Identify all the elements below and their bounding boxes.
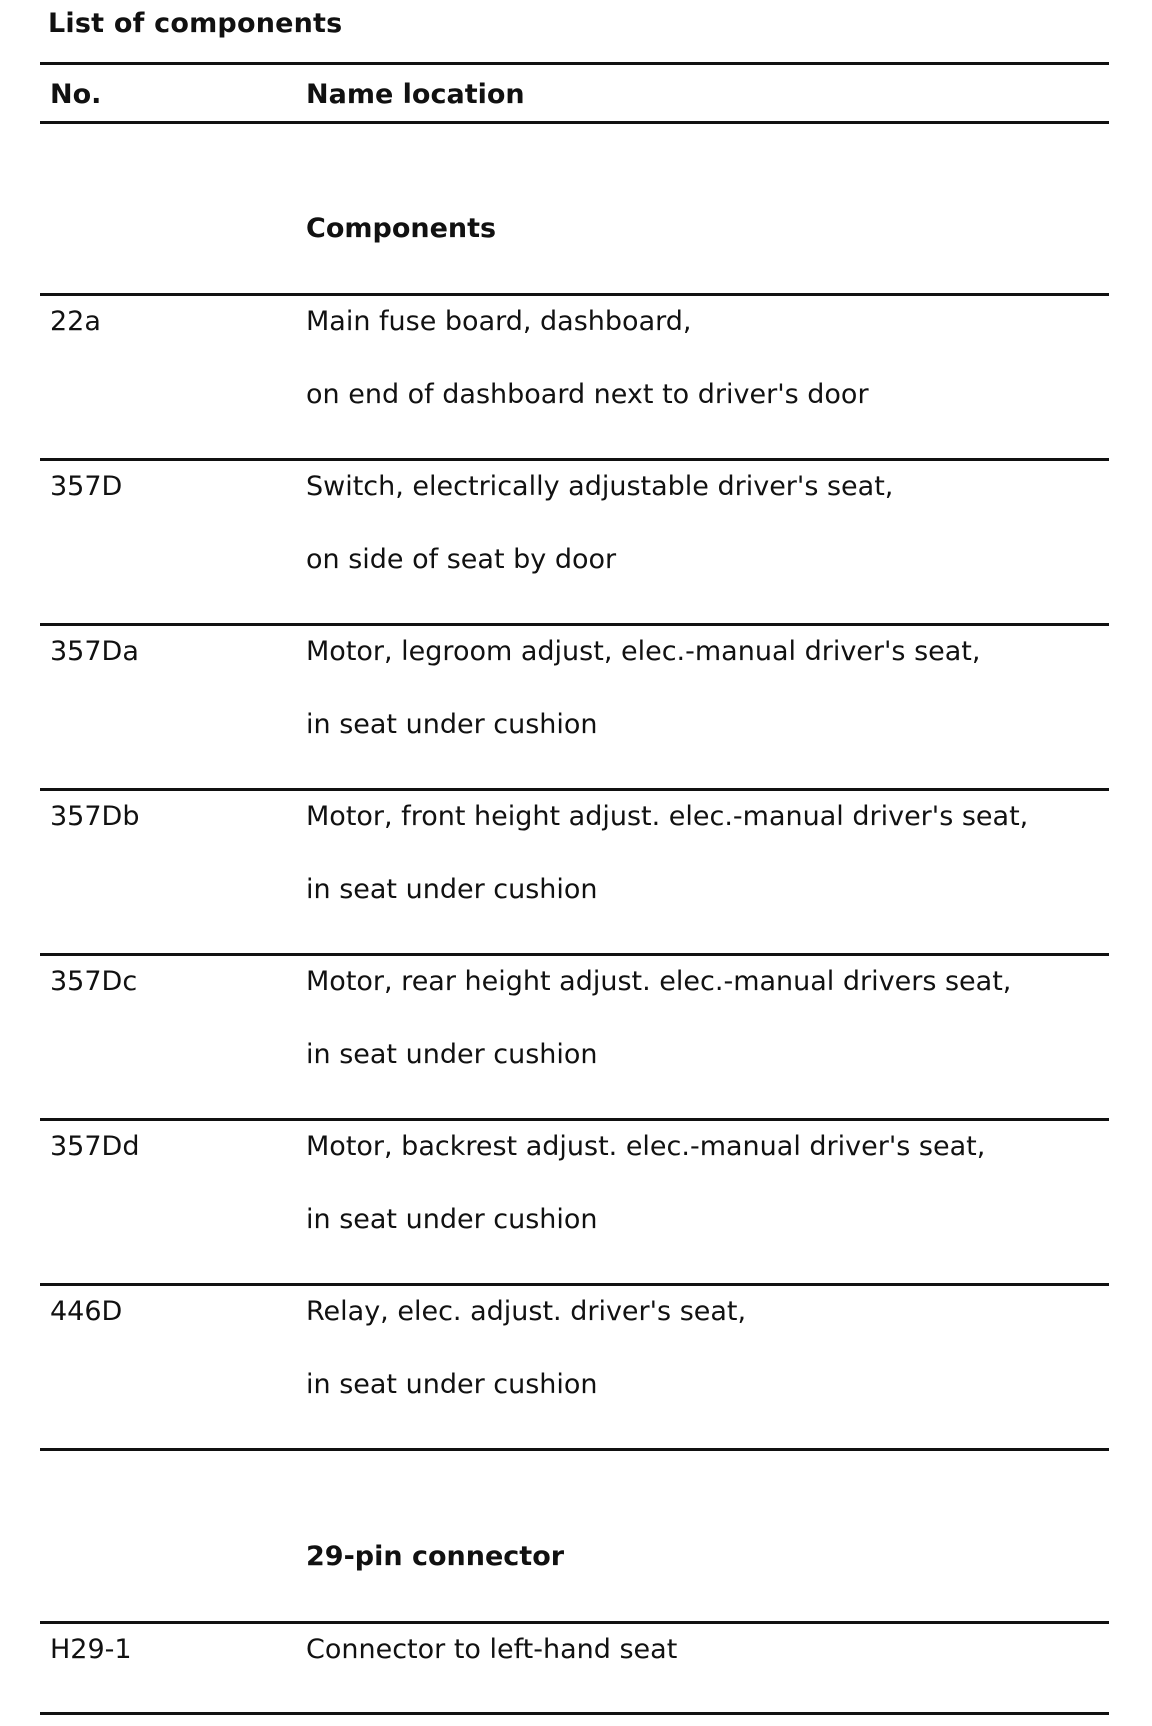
component-location: in seat under cushion xyxy=(306,1039,598,1070)
row-rule xyxy=(40,788,1109,791)
connector-name: Connector to left-hand seat xyxy=(306,1634,678,1665)
section-rule xyxy=(40,293,1109,296)
component-name: Switch, electrically adjustable driver's seat, xyxy=(306,471,894,502)
row-rule xyxy=(40,1283,1109,1286)
component-number: 357Db xyxy=(50,801,140,832)
row-rule xyxy=(40,623,1109,626)
header-rule xyxy=(40,121,1109,124)
connector-number: H29-1 xyxy=(50,1634,132,1665)
row-rule xyxy=(40,953,1109,956)
component-name: Motor, front height adjust. elec.-manual driver's seat, xyxy=(306,801,1029,832)
column-header-no: No. xyxy=(50,79,102,110)
component-name: Motor, backrest adjust. elec.-manual driver's seat, xyxy=(306,1131,986,1162)
row-rule xyxy=(40,1448,1109,1451)
component-location: in seat under cushion xyxy=(306,709,598,740)
component-number: 357D xyxy=(50,471,123,502)
component-number: 357Dd xyxy=(50,1131,140,1162)
component-name: Motor, legroom adjust, elec.-manual driver's seat, xyxy=(306,636,981,667)
section-rule xyxy=(40,1621,1109,1624)
section-title: Components xyxy=(306,213,497,244)
table-top-rule xyxy=(40,62,1109,65)
component-number: 446D xyxy=(50,1296,123,1327)
page-title: List of components xyxy=(48,8,343,39)
component-number: 357Dc xyxy=(50,966,138,997)
component-location: on side of seat by door xyxy=(306,544,617,575)
table-bottom-rule xyxy=(40,1712,1109,1715)
row-rule xyxy=(40,458,1109,461)
component-name: Relay, elec. adjust. driver's seat, xyxy=(306,1296,747,1327)
component-location: in seat under cushion xyxy=(306,874,598,905)
component-location: in seat under cushion xyxy=(306,1369,598,1400)
row-rule xyxy=(40,1118,1109,1121)
component-name: Motor, rear height adjust. elec.-manual drivers seat, xyxy=(306,966,1012,997)
component-name: Main fuse board, dashboard, xyxy=(306,306,692,337)
component-location: in seat under cushion xyxy=(306,1204,598,1235)
column-header-name-location: Name location xyxy=(306,79,525,110)
component-number: 22a xyxy=(50,306,101,337)
component-number: 357Da xyxy=(50,636,139,667)
component-location: on end of dashboard next to driver's door xyxy=(306,379,869,410)
section-title: 29-pin connector xyxy=(306,1541,565,1572)
